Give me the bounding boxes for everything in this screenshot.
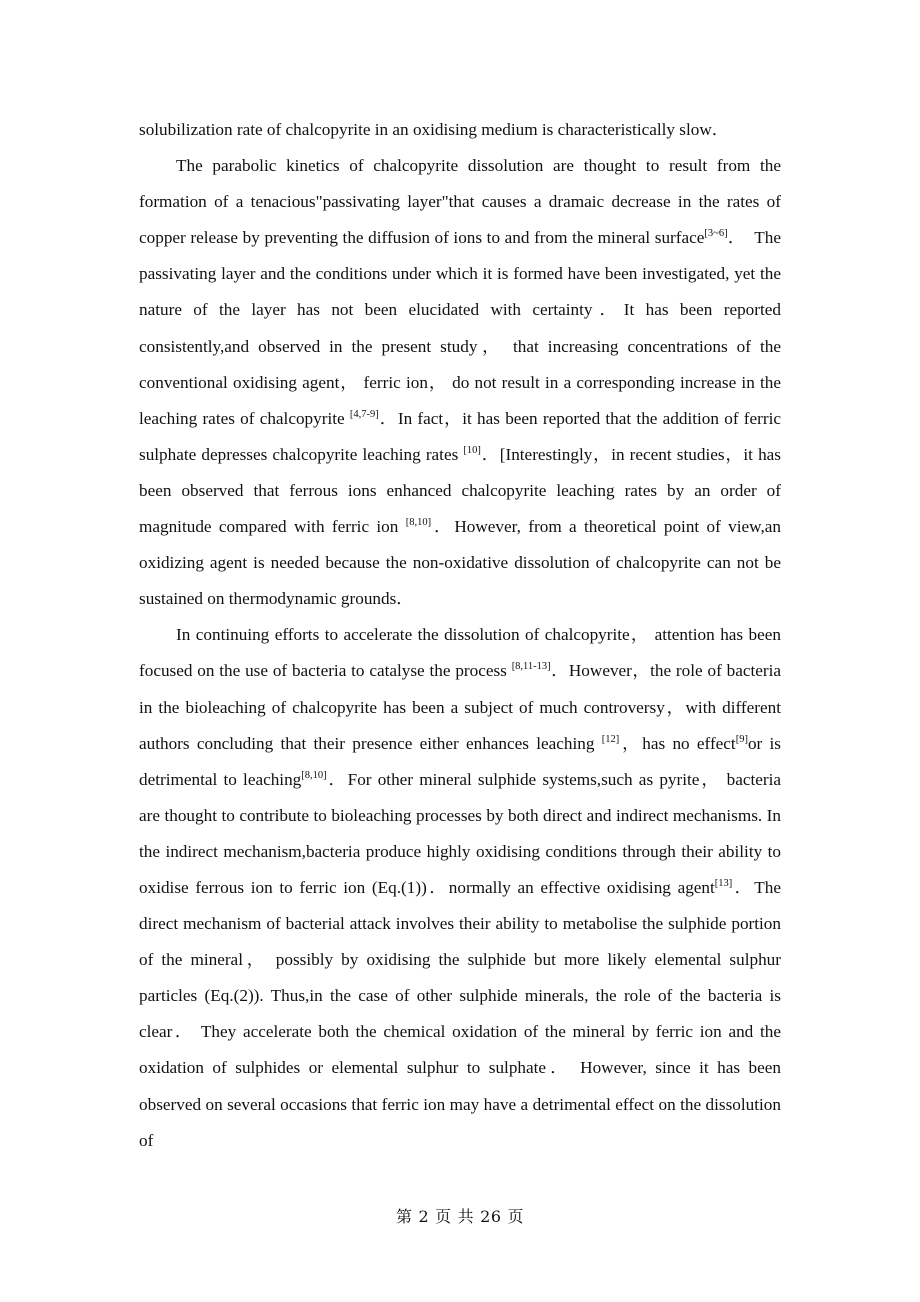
paragraph-text: or is detrimental to leaching [139, 733, 781, 789]
citation-reference: [8,10] [405, 517, 432, 529]
footer-page-number: 2 [418, 1207, 430, 1226]
paragraph-text: ． The passivating layer and the conditions under which it is formed have been investigated, yet the nature of the layer has not been elucidated with certainty．It has been reported consistently,and observed in the present study， that increasing concentrations of the conventional oxidising agent， ferric ion， do not result in a corresponding increase in the leaching rates of chalcopyrite [139, 228, 782, 428]
paragraph-text: ，has no effect [619, 733, 736, 753]
paragraph-text: ．However，the role of bacteria in the bioleaching of chalcopyrite has been a subject of much controversy，with different authors concluding that their presence either enhances leaching [139, 661, 781, 753]
paragraph [139, 148, 781, 617]
paragraph-text: In continuing efforts to accelerate the dissolution of chalcopyrite， attention has been focused on the use of bacteria to catalyse the process [139, 625, 781, 681]
citation-reference: [8,10] [301, 769, 327, 781]
paragraph-text: The parabolic kinetics of chalcopyrite dissolution are thought to result from the formation of a tenacious"passivating layer"that causes a dramaic decrease in the rates of copper release by preventing the diffusion of ions to and from the mineral surface [139, 156, 781, 248]
citation-reference: [12] [601, 733, 620, 745]
footer-prefix: 第 [395, 1207, 413, 1226]
paragraph-text: ．[Interestingly，in recent studies，it has been observed that ferrous ions enhanced chalcopyrite leaching rates by an order of magnitude compared with ferric ion [139, 444, 781, 537]
citation-reference: [9] [735, 733, 748, 745]
paragraph-text: ．For other mineral sulphide systems,such as pyrite， bacteria are thought to contribute to bioleaching processes by both direct and indirect mechanisms. In the indirect mechanism,bacteria produce highly oxidising conditions through their ability to oxidise ferrous ion to ferric ion (Eq.(1))．normally an effective oxidising agent [139, 769, 782, 897]
page-footer [0, 1204, 920, 1227]
citation-reference: [8,11-13] [511, 661, 551, 673]
citation-reference: [3~6] [704, 228, 728, 240]
paragraph [139, 617, 781, 1158]
citation-reference: [10] [463, 444, 481, 456]
citation-reference: [4,7-9] [349, 408, 379, 420]
paragraph-text: ．However, from a theoretical point of view,an oxidizing agent is needed because the non-oxidative dissolution of chalcopyrite can not be sustained on thermodynamic grounds． [139, 517, 781, 609]
paragraph-text: solubilization rate of chalcopyrite in an oxidising medium is characteristically slow． [139, 120, 729, 139]
paragraph [139, 112, 781, 148]
footer-total-unit: 页 [507, 1207, 525, 1226]
footer-total-pages: 26 [480, 1207, 502, 1226]
footer-page-unit: 页 [435, 1207, 452, 1226]
footer-total-prefix: 共 [457, 1207, 475, 1226]
body-text [139, 112, 781, 1159]
paragraph-text: ．In fact，it has been reported that the addition of ferric sulphate depresses chalcopyrite leaching rates [139, 408, 781, 464]
paragraph-text: ．The direct mechanism of bacterial attack involves their ability to metabolise the sulphide portion of the mineral， possibly by oxidising the sulphide but more likely elemental sulphur particles (Eq.(2)). Thus,in the case of other sulphide minerals, the role of the bacteria is clear． They accelerate both the chemical oxidation of the mineral by ferric ion and the oxidation of sulphides or elemental sulphur to sulphate． However, since it has been observed on several occasions that ferric ion may have a detrimental effect on the dissolution of [139, 877, 781, 1150]
citation-reference: [13] [714, 877, 733, 889]
